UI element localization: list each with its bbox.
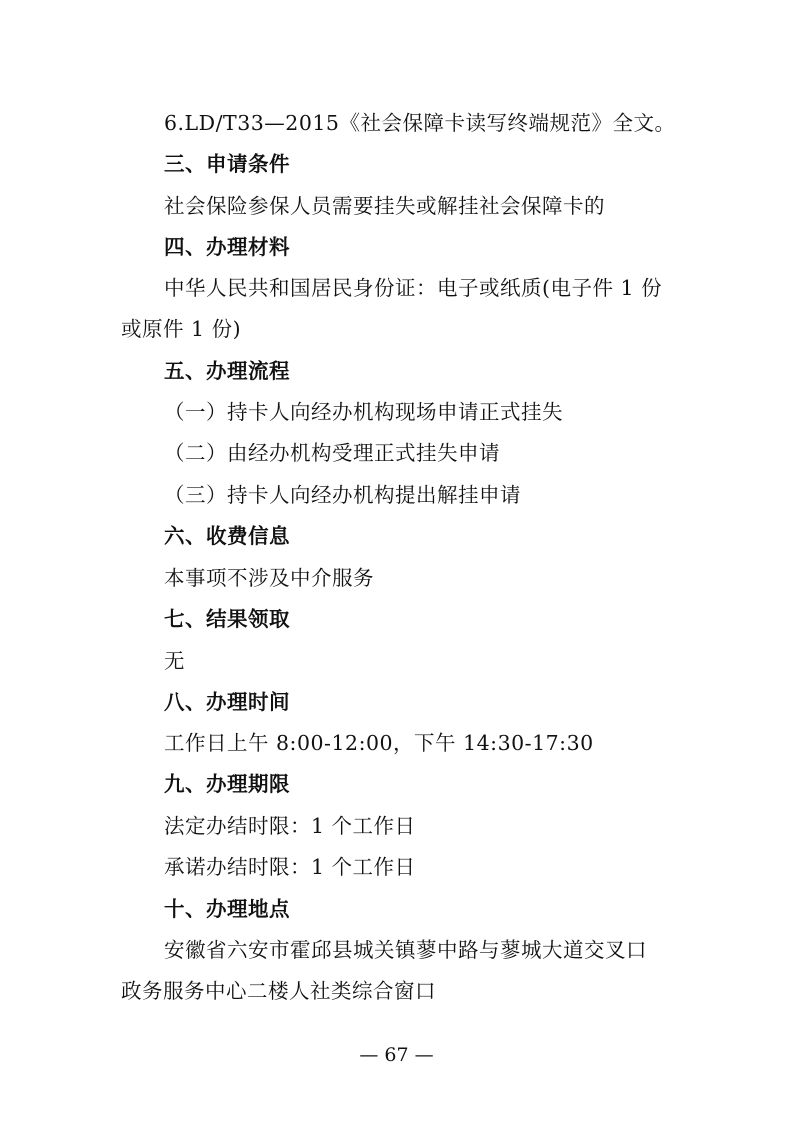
paragraph-text: 安徽省六安市霍邱县城关镇蓼中路与蓼城大道交叉口 bbox=[164, 938, 647, 962]
paragraph-text: 无 bbox=[164, 649, 185, 673]
page-number: — 67 — bbox=[359, 1044, 434, 1066]
process-step-1: （一）持卡人向经办机构现场申请正式挂失 bbox=[164, 400, 563, 424]
paragraph-text-continuation: 或原件 1 份) bbox=[121, 317, 242, 341]
paragraph-text-continuation: 政务服务中心二楼人社类综合窗口 bbox=[121, 979, 436, 1003]
section-heading-10: 十、办理地点 bbox=[164, 897, 290, 921]
paragraph-text: 法定办结时限：1 个工作日 bbox=[164, 814, 416, 838]
process-step-3: （三）持卡人向经办机构提出解挂申请 bbox=[164, 483, 521, 507]
process-step-2: （二）由经办机构受理正式挂失申请 bbox=[164, 441, 500, 465]
paragraph-text: 承诺办结时限：1 个工作日 bbox=[164, 855, 416, 879]
section-heading-6: 六、收费信息 bbox=[164, 524, 290, 548]
section-heading-5: 五、办理流程 bbox=[164, 359, 290, 383]
section-heading-3: 三、申请条件 bbox=[164, 152, 290, 176]
reference-item-6: 6.LD/T33—2015《社会保障卡读写终端规范》全文。 bbox=[164, 111, 676, 135]
section-heading-8: 八、办理时间 bbox=[164, 690, 290, 714]
paragraph-text: 本事项不涉及中介服务 bbox=[164, 566, 374, 590]
paragraph-text: 中华人民共和国居民身份证：电子或纸质(电子件 1 份 bbox=[164, 276, 663, 300]
section-heading-9: 九、办理期限 bbox=[164, 772, 290, 796]
section-heading-7: 七、结果领取 bbox=[164, 607, 290, 631]
paragraph-text: 社会保险参保人员需要挂失或解挂社会保障卡的 bbox=[164, 194, 605, 218]
section-heading-4: 四、办理材料 bbox=[164, 235, 290, 259]
paragraph-text: 工作日上午 8:00-12:00，下午 14:30-17:30 bbox=[164, 731, 594, 755]
